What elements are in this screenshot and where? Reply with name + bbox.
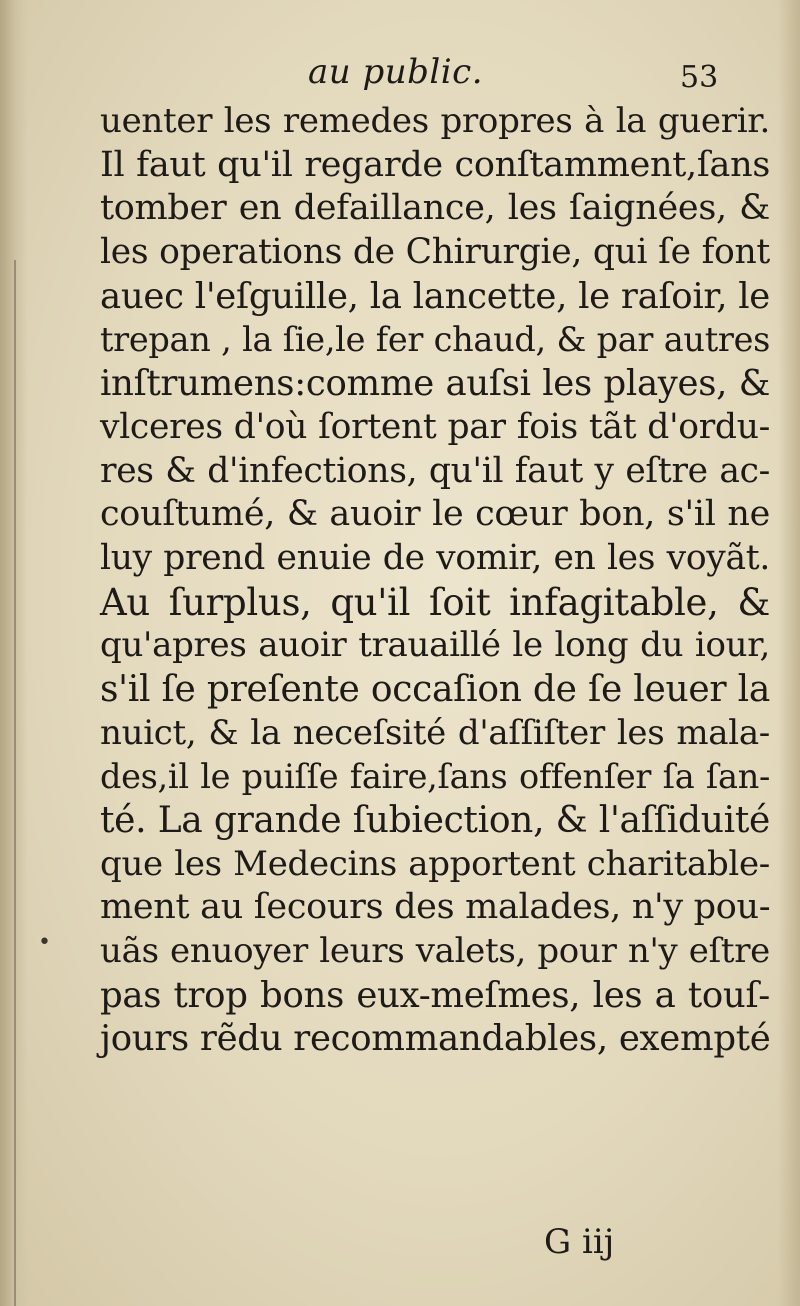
- text-line: inſtrumens:comme auſsi les playes, &: [100, 363, 770, 405]
- text-line: jours rẽdu recommandables, exempté: [100, 1018, 771, 1060]
- text-line: res & d'infections, qu'il faut y eſtre ac-: [100, 450, 770, 491]
- text-line: couſtumé, & auoir le cœur bon, s'il ne: [100, 494, 770, 535]
- text-line: té. La grande ſubiection, & l'aſſiduité: [100, 800, 770, 841]
- text-line: tomber en defaillance, les ſaignées, &: [100, 188, 770, 229]
- text-line: des,il le puiſſe faire,ſans offenſer ſa ſan-: [100, 757, 770, 797]
- text-line: auec l'eſguille, la lancette, le raſoir, le: [100, 275, 770, 317]
- binding-gutter-line: [14, 260, 16, 1306]
- text-line: nuict, & la neceſsité d'aſſiſter les mala-: [100, 712, 770, 753]
- text-line: les operations de Chirurgie, qui ſe font: [100, 232, 770, 273]
- body-text: [100, 100, 770, 1061]
- text-line: ment au ſecours des malades, n'y pou-: [100, 887, 771, 928]
- running-head-title: au public.: [308, 52, 483, 92]
- text-line: trepan , la ſie,le fer chaud, & par autres: [100, 320, 770, 360]
- running-head: [0, 48, 800, 98]
- text-line: que les Medecins apportent charitable-: [100, 843, 770, 884]
- text-line: qu'apres auoir trauaillé le long du iour,: [100, 625, 770, 666]
- text-line: luy prend enuie de vomir, en les voyãt.: [100, 537, 770, 578]
- ink-speck-mark: •: [38, 930, 51, 955]
- page-number: 53: [680, 60, 719, 95]
- text-line: vlceres d'où ſortent par fois tãt d'ordu-: [100, 406, 770, 447]
- text-line: Au ſurplus, qu'il ſoit infagitable, &: [100, 580, 770, 624]
- text-line: pas trop bons eux-meſmes, les a touſ-: [100, 974, 770, 1016]
- text-line: uãs enuoyer leurs valets, pour n'y eſtre: [100, 931, 770, 972]
- page-edge-shade: [778, 0, 800, 1306]
- text-line: s'il ſe preſente occaſion de ſe leuer la: [100, 668, 770, 710]
- text-line: Il faut qu'il regarde conſtamment,ſans: [100, 144, 770, 185]
- signature-mark: G iij: [544, 1222, 615, 1262]
- text-line: uenter les remedes propres à la guerir.: [100, 101, 770, 141]
